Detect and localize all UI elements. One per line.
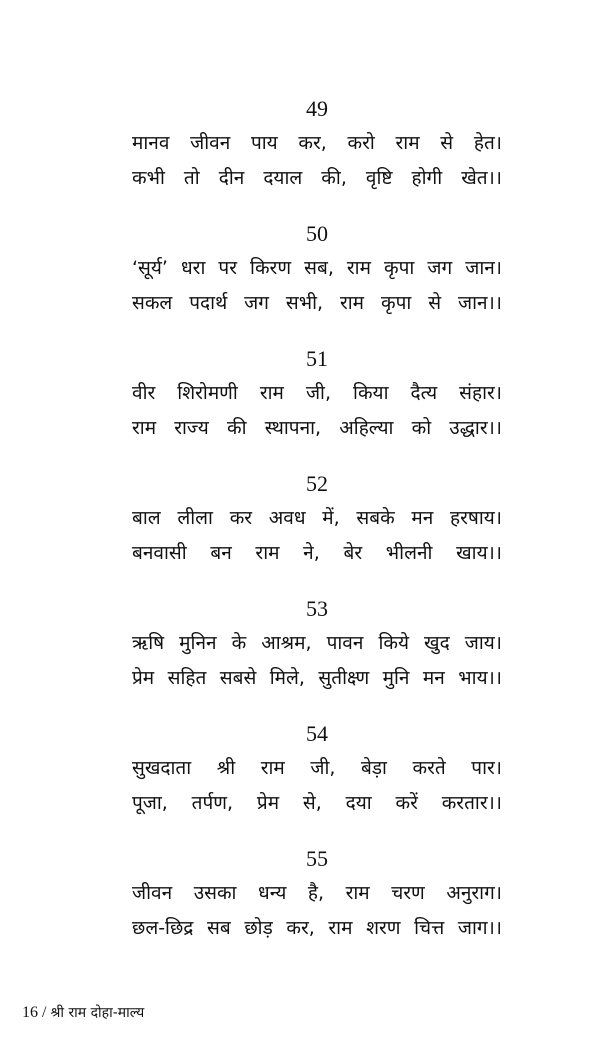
doha-stanza [132,596,502,691]
stanza-number: 55 [306,846,328,871]
doha-line: राम राज्य की स्थापना, अहिल्या को उद्धार।। [132,417,502,439]
doha-line: पूजा, तर्पण, प्रेम से, दया करें करतार।। [132,792,502,814]
doha-stanza [132,96,502,191]
doha-line: सुखदाता श्री राम जी, बेड़ा करते पार। [132,757,502,779]
page-number: 16 [22,1004,38,1021]
page-footer [22,1003,144,1023]
doha-stanza [132,846,502,941]
doha-line: वीर शिरोमणी राम जी, किया दैत्य संहार। [132,382,502,404]
doha-line: ‘सूर्य’ धरा पर किरण सब, राम कृपा जग जान। [132,257,502,279]
doha-stanza [132,721,502,816]
stanza-number: 50 [306,221,328,246]
doha-stanza [132,221,502,316]
doha-stanza [132,346,502,441]
stanza-number: 49 [306,96,328,121]
doha-line: मानव जीवन पाय कर, करो राम से हेत। [132,132,502,154]
stanza-number: 54 [306,721,328,746]
footer-separator: / [42,1004,47,1021]
doha-line: प्रेम सहित सबसे मिले, सुतीक्ष्ण मुनि मन भाय।। [132,667,502,689]
stanza-number: 51 [306,346,328,371]
doha-line: जीवन उसका धन्य है, राम चरण अनुराग। [132,882,502,904]
doha-line: सकल पदार्थ जग सभी, राम कृपा से जान।। [132,292,502,314]
doha-line: ऋषि मुनिन के आश्रम, पावन किये खुद जाय। [132,632,502,654]
stanza-number: 53 [306,596,328,621]
doha-line: छल-छिद्र सब छोड़ कर, राम शरण चित्त जाग।। [132,917,502,939]
stanza-number: 52 [306,471,328,496]
book-title: श्री राम दोहा-माल्य [50,1005,145,1021]
doha-stanza [132,471,502,566]
doha-line: कभी तो दीन दयाल की, वृष्टि होगी खेत।। [132,167,502,189]
doha-line: बनवासी बन राम ने, बेर भीलनी खाय।। [132,542,502,564]
doha-line: बाल लीला कर अवध में, सबके मन हरषाय। [132,507,502,529]
